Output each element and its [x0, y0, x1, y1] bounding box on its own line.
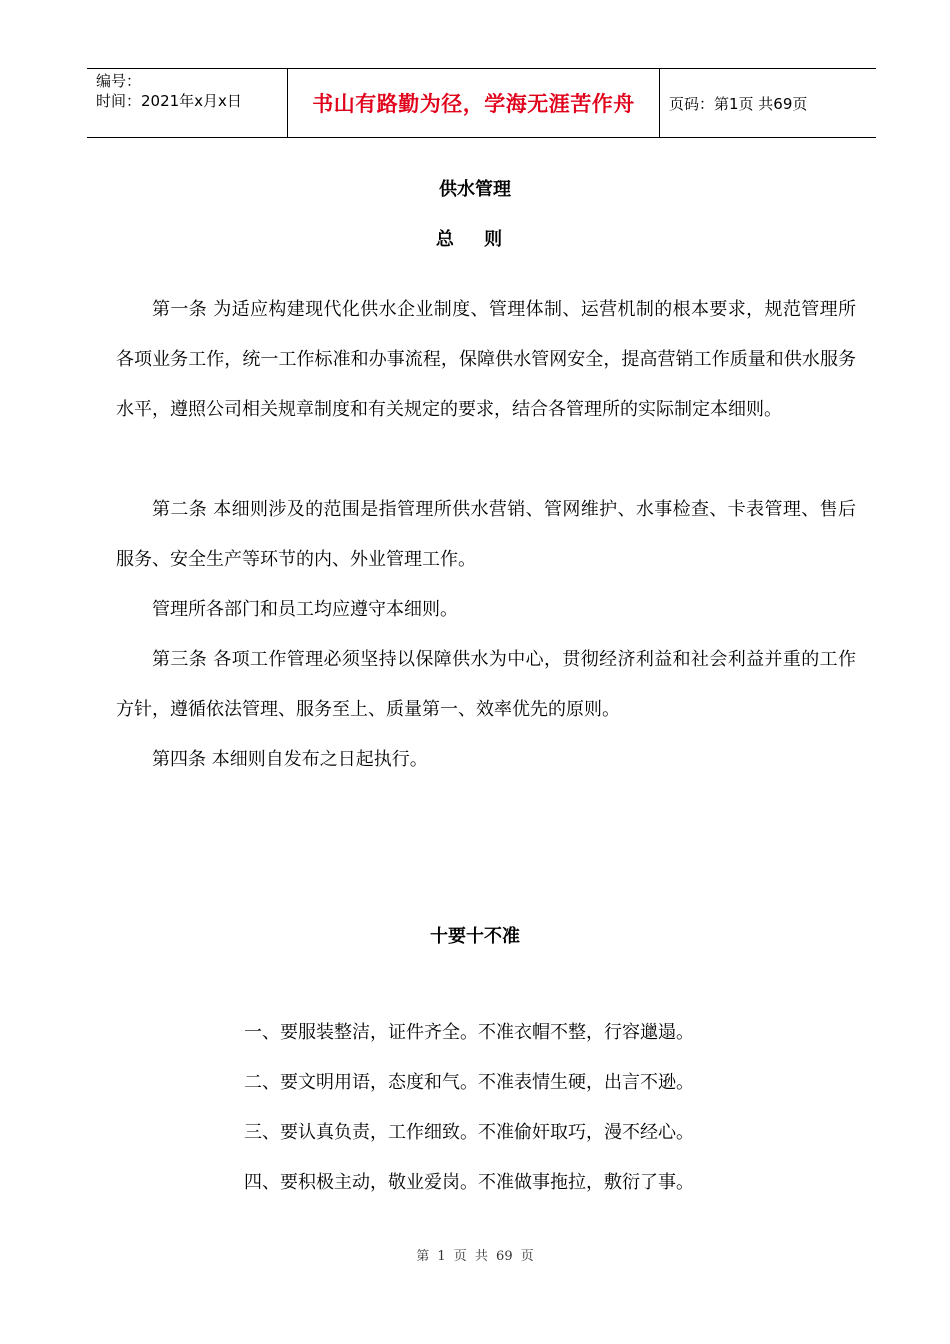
header-meta — [87, 69, 287, 137]
page-header — [87, 68, 876, 138]
rule-item: 三、要认真负责，工作细致。不准偷奸取巧，漫不经心。 — [244, 1122, 694, 1143]
section-title: 总 则 — [435, 229, 515, 250]
paragraph-article-3: 第三条 各项工作管理必须坚持以保障供水为中心，贯彻经济利益和社会利益并重的工作方针，遵循依法管理、服务至上、质量第一、效率优先的原则。 — [116, 649, 856, 720]
header-motto: 书山有路勤为径，学海无涯苦作舟 — [287, 69, 660, 137]
rule-item: 一、要服装整洁，证件齐全。不准衣帽不整，行容邋遢。 — [244, 1022, 694, 1043]
rules-title: 十要十不准 — [430, 926, 520, 947]
time-label: 时间：2021年x月x日 — [96, 92, 242, 110]
header-page-label: 页码：第1页 共69页 — [669, 94, 808, 113]
rule-item: 二、要文明用语，态度和气。不准表情生硬，出言不逊。 — [244, 1072, 694, 1093]
number-label: 编号： — [96, 72, 142, 90]
paragraph-compliance: 管理所各部门和员工均应遵守本细则。 — [152, 599, 458, 620]
paragraph-article-1: 第一条 为适应构建现代化供水企业制度、管理体制、运营机制的根本要求，规范管理所各项业务工作，统一工作标准和办事流程，保障供水管网安全，提高营销工作质量和供水服务水平，遵照公司相关规章制度和有关规定的要求，结合各管理所的实际制定本细则。 — [116, 299, 856, 420]
document-title: 供水管理 — [439, 179, 511, 200]
page-footer: 第 1 页 共 69 页 — [416, 1249, 534, 1264]
rule-item: 四、要积极主动，敬业爱岗。不准做事拖拉，敷衍了事。 — [244, 1172, 694, 1193]
paragraph-article-4: 第四条 本细则自发布之日起执行。 — [152, 749, 428, 770]
paragraph-article-2: 第二条 本细则涉及的范围是指管理所供水营销、管网维护、水事检查、卡表管理、售后服务、安全生产等环节的内、外业管理工作。 — [116, 499, 856, 570]
